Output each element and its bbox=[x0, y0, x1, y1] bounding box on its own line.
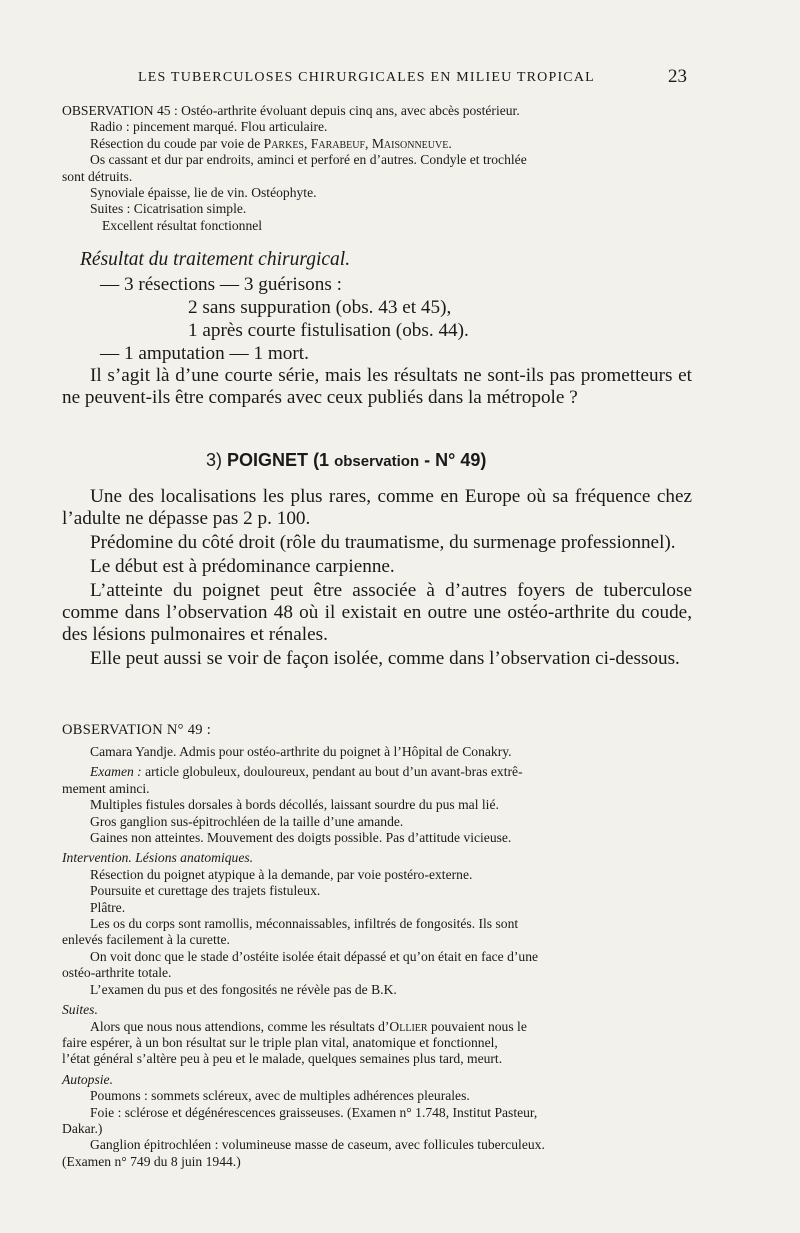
paragraph: Prédomine du côté droit (rôle du traumatisme, du surmenage professionnel). bbox=[90, 532, 676, 553]
obs45-suites: Suites : Cicatrisation simple. bbox=[90, 201, 247, 217]
paragraph: Le début est à prédominance carpienne. bbox=[90, 556, 395, 577]
results-heading: Résultat du traitement chirurgical. bbox=[80, 249, 351, 270]
results-list bbox=[100, 273, 469, 365]
paragraph: Elle peut aussi se voir de façon isolée, comme dans l’observation ci-dessous. bbox=[90, 648, 680, 669]
results-paragraph: Il s’agit là d’une courte série, mais les résultats ne sont-ils pas prometteurs et ne peuvent-ils être comparés avec ceux publiés dans la métropole ? bbox=[62, 365, 692, 408]
results-no-suppuration: 2 sans suppuration (obs. 43 et 45), bbox=[188, 297, 452, 318]
page-number: 23 bbox=[668, 66, 687, 87]
obs45-excellent: Excellent résultat fonctionnel bbox=[102, 217, 263, 233]
obs45-authors: Parkes, Farabeuf, Maisonneuve. bbox=[263, 135, 452, 151]
author-ollier: Ollier bbox=[389, 1018, 428, 1034]
section-heading: 3) POIGNET (1 observation - N° 49) bbox=[206, 450, 487, 470]
section-name: POIGNET bbox=[227, 450, 309, 470]
paragraph: L’atteinte du poignet peut être associée à d’autres foyers de tuberculose comme dans l’observation 48 où il existait en outre une ostéo-arthrite du coude, des lésions pulmonaires et rénales. bbox=[62, 580, 692, 645]
obs49-label: OBSERVATION N° 49 : bbox=[62, 722, 212, 738]
obs45-label: OBSERVATION 45 : bbox=[62, 103, 178, 118]
obs45-radio: Radio : pincement marqué. Flou articulaire. bbox=[90, 119, 328, 135]
obs45-title: OBSERVATION 45 : Ostéo-arthrite évoluant depuis cinq ans, avec abcès postérieur. bbox=[62, 103, 520, 118]
observation-45 bbox=[62, 103, 692, 234]
obs45-synovial: Synoviale épaisse, lie de vin. Ostéophyte. bbox=[90, 185, 317, 201]
page-header bbox=[0, 66, 800, 90]
running-title: LES TUBERCULOSES CHIRURGICALES EN MILIEU TROPICAL bbox=[138, 70, 595, 85]
section-number: 3) bbox=[206, 450, 223, 470]
suites-label: Suites. bbox=[62, 1002, 98, 1018]
exam-label: Examen : bbox=[90, 764, 142, 780]
results-resections: — 3 résections — 3 guérisons : bbox=[100, 274, 342, 295]
intervention-label: Intervention. Lésions anatomiques. bbox=[62, 850, 254, 866]
obs45-bone: Os cassant et dur par endroits, aminci et perforé en d’autres. Condyle et trochlée bbox=[90, 152, 527, 168]
results-fistulisation: 1 après courte fistulisation (obs. 44). bbox=[188, 320, 469, 341]
obs45-resection: Résection du coude par voie de Parkes, Farabeuf, Maisonneuve. bbox=[90, 135, 452, 151]
section-ref: N° 49) bbox=[435, 450, 487, 470]
obs45-bone-cont: sont détruits. bbox=[62, 168, 133, 184]
wrist-text bbox=[62, 486, 692, 672]
autopsie-label: Autopsie. bbox=[62, 1071, 113, 1087]
paragraph: Une des localisations les plus rares, comme en Europe où sa fréquence chez l’adulte ne dépasse pas 2 p. 100. bbox=[62, 486, 692, 529]
observation-49: Camara Yandje. Admis pour ostéo-arthrite du poignet à l’Hôpital de Conakry. Examen : article globuleux, douloureux, pendant au bout d’un avant-bras extrê- mement aminci. Multiples fistules dorsales à bords décollés, laissant sourdre du pus mal lié. Gros ganglion sus-épitrochléen de la taille d’une amande. Gaines non atteintes. Mouvement des doigts possible. Pas d’attitude vicieuse. Intervention. Lésions anatomiques. Résection du poignet atypique à la demande, par voie postéro-externe. Poursuite et curettage des trajets fistuleux. Plâtre. Les os du corps sont ramollis, méconnaissables, infiltrés de fongosités. Ils sont enlevés facilement à la curette. On voit donc que le stade d’ostéite isolée était dépassé et qu’on était en face d’une ostéo-arthrite totale. L’examen du pus et des fongosités ne révèle pas de B.K. Suites. Alors que nous nous attendions, comme les résultats d’Ollier pouvaient nous le faire espérer, à un bon résultat sur le triple plan vital, anatomique et fonctionnel, l’état général s’altère peu à peu et le malade, quelques semaines plus tard, meurt. Autopsie. Poumons : sommets scléreux, avec de multiples adhérences pleurales. Foie : sclérose et dégénérescences graisseuses. (Examen n° 1.748, Institut Pasteur, Dakar.) Ganglion épitrochléen : volumineuse masse de caseum, avec follicules tuberculeux. (Examen n° 749 du 8 juin 1944.) bbox=[62, 744, 692, 1170]
results-amputation: — 1 amputation — 1 mort. bbox=[100, 343, 309, 364]
